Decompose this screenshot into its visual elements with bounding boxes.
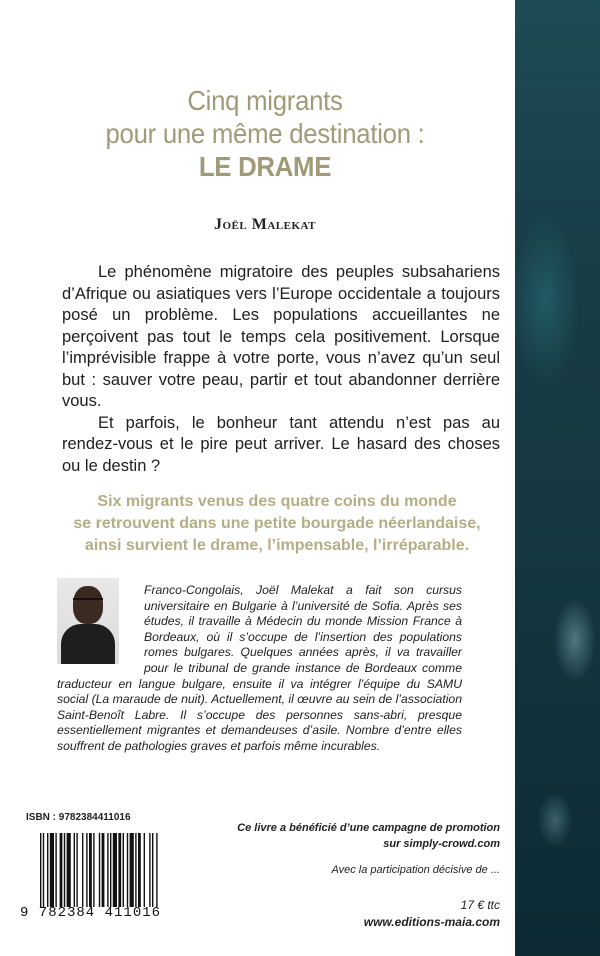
tagline-line-2: se retrouvent dans une petite bourgade néerlandaise, xyxy=(73,515,481,532)
barcode-bar xyxy=(99,833,100,907)
barcode-bar xyxy=(50,833,54,907)
author-photo-head xyxy=(73,586,103,624)
barcode-bar xyxy=(43,833,44,907)
barcode-bar xyxy=(40,833,41,907)
synopsis xyxy=(62,262,500,477)
barcode-bar xyxy=(67,833,71,907)
barcode-bar xyxy=(149,833,150,907)
tagline-line-3: ainsi survient le drame, l’impensable, l’irréparable. xyxy=(84,537,470,554)
promo-note xyxy=(237,820,500,852)
barcode-bar xyxy=(102,833,105,907)
title-line-3: LE DRAME xyxy=(198,151,332,182)
barcode-bar xyxy=(144,833,145,907)
cover-spine-sea-image xyxy=(515,0,600,956)
author-name: Joël Malekat xyxy=(214,216,316,233)
price: 17 € ttc xyxy=(460,898,500,912)
barcode-bar xyxy=(118,833,121,907)
author-photo-body xyxy=(61,624,115,664)
synopsis-paragraph-1: Le phénomène migratoire des peuples subsahariens d’Afrique ou asiatiques vers l’Europe occidentale a toujours posé un problème. Les populations accueillantes ne perçoivent pas tout le temps cela positivement. Lorsque l’imprévisible frappe à votre porte, vous n’avez qu’un seul but : sauver votre peau, partir et tout abandonner derrière vous. xyxy=(62,263,500,410)
title-line-2: pour une même destination : xyxy=(105,118,425,149)
barcode-bar xyxy=(60,833,63,907)
barcode-bar xyxy=(64,833,65,907)
barcode-bar xyxy=(86,833,87,907)
isbn-label: ISBN : 9782384411016 xyxy=(26,812,131,823)
author-bio-text: Franco-Congolais, Joël Malekat a fait son cursus universitaire en Bulgarie à l’université de Sofia. Après ses études, il travaille à Médecin du monde Mission France à Bordeaux, où il s’occupe de l’insertion des populations romes bulgares. Quelques années après, il va travailler pour le tribunal de grande instance de Bordeaux comme traducteur en langue bulgare, ensuite il va intégrer l’équipe du SAMU social (La maraude de nuit). Actuellement, il œuvre au sein de l’association Saint-Benoît Labre. Il s’occupe des personnes sans-abri, presque essentiellement migrantes et demandeuses d’asile. Nombre d’entre elles souffrent de pathologies graves et parfois même incurables. xyxy=(57,583,462,753)
barcode-bar xyxy=(82,833,83,907)
barcode-digits: 9 782384 411016 xyxy=(20,905,162,921)
participation-note: Avec la participation décisive de ... xyxy=(331,864,500,876)
barcode-bar xyxy=(113,833,117,907)
tagline-line-1: Six migrants venus des quatre coins du monde xyxy=(97,493,457,510)
barcode xyxy=(40,833,210,907)
barcode-bar xyxy=(123,833,124,907)
barcode-bar xyxy=(152,833,153,907)
barcode-bar xyxy=(156,833,157,907)
book-title xyxy=(20,84,510,183)
barcode-bar xyxy=(93,833,94,907)
tagline xyxy=(42,491,512,557)
synopsis-paragraph-2: Et parfois, le bonheur tant attendu n’est pas au rendez-vous et le pire peut arriver. Le hasard des choses ou le destin ? xyxy=(62,413,500,475)
barcode-bar xyxy=(130,833,134,907)
barcode-bar xyxy=(55,833,56,907)
publisher-website: www.editions-maia.com xyxy=(363,915,500,929)
author-photo-glasses xyxy=(73,598,103,605)
barcode-bar xyxy=(76,833,77,907)
title-line-1: Cinq migrants xyxy=(187,85,343,116)
barcode-bar xyxy=(89,833,92,907)
promo-line-1: Ce livre a bénéficié d’une campagne de promotion xyxy=(237,822,500,834)
barcode-bar xyxy=(110,833,111,907)
barcode-bar xyxy=(135,833,136,907)
barcode-bar xyxy=(107,833,108,907)
barcode-bar xyxy=(127,833,128,907)
barcode-bar xyxy=(74,833,75,907)
promo-line-2: sur simply-crowd.com xyxy=(383,838,500,850)
barcode-bar xyxy=(47,833,48,907)
author-photo xyxy=(57,578,119,664)
barcode-bar xyxy=(138,833,141,907)
